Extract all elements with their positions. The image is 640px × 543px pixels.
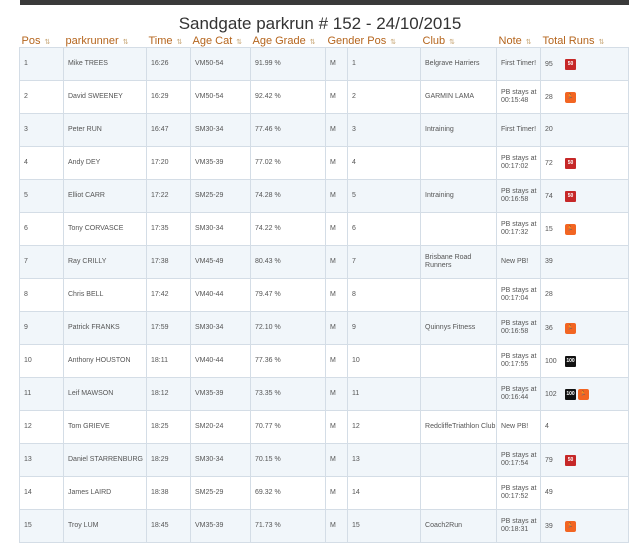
cell-time: 17:38 bbox=[147, 246, 191, 279]
cell-total-runs bbox=[541, 213, 629, 246]
cell-pos: 9 bbox=[20, 312, 64, 345]
cell-time: 17:59 bbox=[147, 312, 191, 345]
cell-gender-pos: 8 bbox=[348, 279, 421, 312]
total-runs-value: 28 bbox=[545, 93, 553, 101]
cell-parkrunner[interactable]: Mike TREES bbox=[64, 48, 147, 81]
cell-note: PB stays at 00:17:55 bbox=[497, 345, 541, 378]
cell-gender-pos: 11 bbox=[348, 378, 421, 411]
milestone-50-badge-icon: 50 bbox=[565, 455, 576, 466]
cell-age-grade: 92.42 % bbox=[251, 81, 326, 114]
cell-age-cat: SM30-34 bbox=[191, 444, 251, 477]
cell-age-cat: VM45-49 bbox=[191, 246, 251, 279]
sort-icon: ⇅ bbox=[390, 39, 397, 46]
sort-icon: ⇅ bbox=[525, 39, 532, 46]
cell-parkrunner[interactable]: Chris BELL bbox=[64, 279, 147, 312]
cell-total-runs bbox=[541, 246, 629, 279]
volunteer-badge-icon: 🏃 bbox=[565, 521, 576, 532]
cell-pos: 6 bbox=[20, 213, 64, 246]
cell-time: 16:47 bbox=[147, 114, 191, 147]
total-runs-value: 49 bbox=[545, 489, 553, 496]
cell-parkrunner[interactable]: Ray CRILLY bbox=[64, 246, 147, 279]
total-runs-value: 79 bbox=[545, 456, 553, 464]
cell-time: 18:45 bbox=[147, 510, 191, 543]
cell-club[interactable]: Coach2Run bbox=[421, 510, 497, 543]
cell-gender-pos: 7 bbox=[348, 246, 421, 279]
cell-time: 17:20 bbox=[147, 147, 191, 180]
sort-icon: ⇅ bbox=[598, 39, 605, 46]
cell-time: 16:29 bbox=[147, 81, 191, 114]
cell-gender: M bbox=[326, 477, 348, 510]
cell-parkrunner[interactable]: Andy DEY bbox=[64, 147, 147, 180]
table-row bbox=[20, 180, 629, 213]
cell-gender-pos: 12 bbox=[348, 411, 421, 444]
cell-pos: 3 bbox=[20, 114, 64, 147]
cell-gender-pos: 10 bbox=[348, 345, 421, 378]
milestone-50-badge-icon: 50 bbox=[565, 191, 576, 202]
cell-age-grade: 91.99 % bbox=[251, 48, 326, 81]
milestone-100-badge-icon: 100 bbox=[565, 356, 576, 367]
cell-total-runs bbox=[541, 48, 629, 81]
total-runs-value: 95 bbox=[545, 60, 553, 68]
cell-total-runs bbox=[541, 147, 629, 180]
cell-age-cat: SM25-29 bbox=[191, 180, 251, 213]
total-runs-value: 74 bbox=[545, 192, 553, 200]
cell-note: PB stays at 00:16:58 bbox=[497, 180, 541, 213]
sort-icon: ⇅ bbox=[449, 39, 456, 46]
cell-time: 18:11 bbox=[147, 345, 191, 378]
cell-age-cat: VM35-39 bbox=[191, 510, 251, 543]
table-row bbox=[20, 378, 629, 411]
cell-gender: M bbox=[326, 180, 348, 213]
cell-age-grade: 77.02 % bbox=[251, 147, 326, 180]
cell-gender: M bbox=[326, 114, 348, 147]
cell-club[interactable]: Brisbane Road Runners bbox=[421, 246, 497, 279]
table-row bbox=[20, 213, 629, 246]
cell-age-grade: 77.46 % bbox=[251, 114, 326, 147]
cell-total-runs bbox=[541, 279, 629, 312]
cell-club[interactable]: GARMIN LAMA bbox=[421, 81, 497, 114]
cell-parkrunner[interactable]: Tony CORVASCE bbox=[64, 213, 147, 246]
cell-gender-pos: 5 bbox=[348, 180, 421, 213]
cell-age-cat: VM35-39 bbox=[191, 378, 251, 411]
total-runs-value: 36 bbox=[545, 324, 553, 332]
cell-total-runs bbox=[541, 378, 629, 411]
cell-note: New PB! bbox=[497, 246, 541, 279]
cell-parkrunner[interactable]: Anthony HOUSTON bbox=[64, 345, 147, 378]
cell-time: 18:38 bbox=[147, 477, 191, 510]
page-title: Sandgate parkrun # 152 - 24/10/2015 bbox=[178, 14, 462, 33]
table-row bbox=[20, 345, 629, 378]
col-time-header[interactable]: Time ⇅ bbox=[148, 35, 183, 47]
cell-age-grade: 73.35 % bbox=[251, 378, 326, 411]
cell-gender: M bbox=[326, 378, 348, 411]
cell-note: PB stays at 00:17:04 bbox=[497, 279, 541, 312]
cell-pos: 11 bbox=[20, 378, 64, 411]
cell-total-runs bbox=[541, 477, 629, 510]
cell-note: PB stays at 00:17:54 bbox=[497, 444, 541, 477]
milestone-50-badge-icon: 50 bbox=[565, 158, 576, 169]
cell-gender: M bbox=[326, 147, 348, 180]
cell-club[interactable] bbox=[421, 213, 497, 246]
cell-age-cat: SM25-29 bbox=[191, 477, 251, 510]
cell-time: 18:29 bbox=[147, 444, 191, 477]
cell-time: 17:42 bbox=[147, 279, 191, 312]
cell-gender-pos: 15 bbox=[348, 510, 421, 543]
table-row bbox=[20, 312, 629, 345]
cell-note: First Timer! bbox=[497, 114, 541, 147]
volunteer-badge-icon: 🏃 bbox=[578, 389, 589, 400]
milestone-50-badge-icon: 50 bbox=[565, 59, 576, 70]
cell-note: New PB! bbox=[497, 411, 541, 444]
cell-gender: M bbox=[326, 345, 348, 378]
sort-icon: ⇅ bbox=[236, 39, 243, 46]
cell-gender-pos: 2 bbox=[348, 81, 421, 114]
cell-club[interactable]: Belgrave Harriers bbox=[421, 48, 497, 81]
cell-age-grade: 74.22 % bbox=[251, 213, 326, 246]
cell-total-runs bbox=[541, 444, 629, 477]
cell-total-runs bbox=[541, 345, 629, 378]
total-runs-value: 15 bbox=[545, 225, 553, 233]
total-runs-value: 102 bbox=[545, 390, 557, 398]
total-runs-value: 100 bbox=[545, 357, 557, 365]
cell-age-cat: VM50-54 bbox=[191, 81, 251, 114]
cell-gender-pos: 6 bbox=[348, 213, 421, 246]
cell-time: 17:22 bbox=[147, 180, 191, 213]
cell-note: PB stays at 00:16:58 bbox=[497, 312, 541, 345]
cell-club[interactable]: Quinnys Fitness bbox=[421, 312, 497, 345]
cell-parkrunner[interactable]: Troy LUM bbox=[64, 510, 147, 543]
table-row bbox=[20, 246, 629, 279]
cell-pos: 15 bbox=[20, 510, 64, 543]
table-row bbox=[20, 147, 629, 180]
table-row bbox=[20, 114, 629, 147]
cell-gender: M bbox=[326, 213, 348, 246]
cell-age-cat: SM30-34 bbox=[191, 312, 251, 345]
cell-pos: 2 bbox=[20, 81, 64, 114]
cell-age-cat: VM35-39 bbox=[191, 147, 251, 180]
milestone-100-badge-icon: 100 bbox=[565, 389, 576, 400]
cell-pos: 4 bbox=[20, 147, 64, 180]
cell-age-grade: 71.73 % bbox=[251, 510, 326, 543]
volunteer-badge-icon: 🏃 bbox=[565, 323, 576, 334]
cell-time: 18:12 bbox=[147, 378, 191, 411]
cell-age-cat: VM40-44 bbox=[191, 345, 251, 378]
cell-note: PB stays at 00:17:52 bbox=[497, 477, 541, 510]
cell-pos: 1 bbox=[20, 48, 64, 81]
cell-pos: 8 bbox=[20, 279, 64, 312]
sort-icon: ⇅ bbox=[122, 39, 129, 46]
cell-club[interactable]: Intraining bbox=[421, 114, 497, 147]
cell-age-grade: 74.28 % bbox=[251, 180, 326, 213]
table-row bbox=[20, 411, 629, 444]
total-runs-value: 28 bbox=[545, 291, 553, 298]
cell-pos: 13 bbox=[20, 444, 64, 477]
cell-age-grade: 77.36 % bbox=[251, 345, 326, 378]
col-age-cat-header[interactable]: Age Cat ⇅ bbox=[192, 35, 243, 47]
total-runs-value: 72 bbox=[545, 159, 553, 167]
cell-parkrunner[interactable]: Elliot CARR bbox=[64, 180, 147, 213]
cell-club[interactable] bbox=[421, 378, 497, 411]
col-pos-header[interactable]: Pos ⇅ bbox=[21, 35, 51, 47]
cell-age-grade: 70.15 % bbox=[251, 444, 326, 477]
volunteer-badge-icon: 🏃 bbox=[565, 224, 576, 235]
volunteer-badge-icon: 🏃 bbox=[565, 92, 576, 103]
total-runs-value: 4 bbox=[545, 423, 549, 430]
cell-note: PB stays at 00:16:44 bbox=[497, 378, 541, 411]
cell-gender: M bbox=[326, 48, 348, 81]
cell-club[interactable] bbox=[421, 279, 497, 312]
cell-club[interactable]: Intraining bbox=[421, 180, 497, 213]
cell-gender: M bbox=[326, 312, 348, 345]
cell-gender-pos: 13 bbox=[348, 444, 421, 477]
cell-gender: M bbox=[326, 411, 348, 444]
total-runs-value: 39 bbox=[545, 258, 553, 265]
table-row bbox=[20, 81, 629, 114]
col-parkrunner-header[interactable]: parkrunner ⇅ bbox=[65, 35, 129, 47]
top-scroll-bar bbox=[20, 0, 629, 5]
cell-total-runs bbox=[541, 81, 629, 114]
cell-pos: 12 bbox=[20, 411, 64, 444]
cell-parkrunner[interactable]: Tom GRIEVE bbox=[64, 411, 147, 444]
cell-total-runs bbox=[541, 411, 629, 444]
cell-pos: 5 bbox=[20, 180, 64, 213]
cell-gender: M bbox=[326, 444, 348, 477]
cell-parkrunner[interactable]: Patrick FRANKS bbox=[64, 312, 147, 345]
col-gender-pos-header[interactable]: Gender Pos ⇅ bbox=[327, 35, 397, 47]
table-row bbox=[20, 48, 629, 81]
results-table bbox=[19, 35, 629, 543]
cell-note: PB stays at 00:17:02 bbox=[497, 147, 541, 180]
cell-gender: M bbox=[326, 246, 348, 279]
cell-club[interactable] bbox=[421, 147, 497, 180]
cell-note: PB stays at 00:15:48 bbox=[497, 81, 541, 114]
cell-age-cat: SM30-34 bbox=[191, 213, 251, 246]
cell-gender-pos: 9 bbox=[348, 312, 421, 345]
cell-club[interactable] bbox=[421, 477, 497, 510]
sort-icon: ⇅ bbox=[44, 39, 51, 46]
total-runs-value: 39 bbox=[545, 522, 553, 530]
cell-gender-pos: 1 bbox=[348, 48, 421, 81]
total-runs-value: 20 bbox=[545, 126, 553, 133]
cell-parkrunner[interactable]: Leif MAWSON bbox=[64, 378, 147, 411]
cell-pos: 14 bbox=[20, 477, 64, 510]
table-row bbox=[20, 279, 629, 312]
cell-time: 17:35 bbox=[147, 213, 191, 246]
table-row bbox=[20, 510, 629, 543]
table-row bbox=[20, 477, 629, 510]
cell-gender: M bbox=[326, 81, 348, 114]
cell-note: PB stays at 00:18:31 bbox=[497, 510, 541, 543]
cell-age-grade: 79.47 % bbox=[251, 279, 326, 312]
cell-age-grade: 70.77 % bbox=[251, 411, 326, 444]
cell-total-runs bbox=[541, 312, 629, 345]
cell-total-runs bbox=[541, 180, 629, 213]
cell-age-cat: SM30-34 bbox=[191, 114, 251, 147]
col-age-grade-header[interactable]: Age Grade ⇅ bbox=[252, 35, 316, 47]
cell-pos: 7 bbox=[20, 246, 64, 279]
cell-club[interactable] bbox=[421, 444, 497, 477]
cell-age-cat: VM40-44 bbox=[191, 279, 251, 312]
col-club-header[interactable]: Club ⇅ bbox=[422, 35, 456, 47]
cell-time: 18:25 bbox=[147, 411, 191, 444]
cell-time: 16:26 bbox=[147, 48, 191, 81]
cell-note: First Timer! bbox=[497, 48, 541, 81]
cell-parkrunner[interactable]: Daniel STARRENBURG bbox=[64, 444, 147, 477]
header-row bbox=[20, 35, 629, 48]
cell-parkrunner[interactable]: James LAIRD bbox=[64, 477, 147, 510]
col-note-header[interactable]: Note ⇅ bbox=[498, 35, 532, 47]
col-total-runs-header[interactable]: Total Runs ⇅ bbox=[542, 35, 605, 47]
cell-gender: M bbox=[326, 279, 348, 312]
cell-age-grade: 69.32 % bbox=[251, 477, 326, 510]
cell-note: PB stays at 00:17:32 bbox=[497, 213, 541, 246]
cell-parkrunner[interactable]: David SWEENEY bbox=[64, 81, 147, 114]
cell-gender: M bbox=[326, 510, 348, 543]
sort-icon: ⇅ bbox=[176, 39, 183, 46]
cell-parkrunner[interactable]: Peter RUN bbox=[64, 114, 147, 147]
cell-pos: 10 bbox=[20, 345, 64, 378]
table-row bbox=[20, 444, 629, 477]
cell-age-cat: VM50-54 bbox=[191, 48, 251, 81]
cell-gender-pos: 3 bbox=[348, 114, 421, 147]
sort-icon: ⇅ bbox=[309, 39, 316, 46]
cell-age-cat: SM20-24 bbox=[191, 411, 251, 444]
cell-total-runs bbox=[541, 510, 629, 543]
cell-age-grade: 80.43 % bbox=[251, 246, 326, 279]
cell-total-runs bbox=[541, 114, 629, 147]
cell-gender-pos: 4 bbox=[348, 147, 421, 180]
cell-club[interactable] bbox=[421, 345, 497, 378]
cell-gender-pos: 14 bbox=[348, 477, 421, 510]
cell-age-grade: 72.10 % bbox=[251, 312, 326, 345]
cell-club[interactable]: RedcliffeTriathlon Club bbox=[421, 411, 497, 444]
